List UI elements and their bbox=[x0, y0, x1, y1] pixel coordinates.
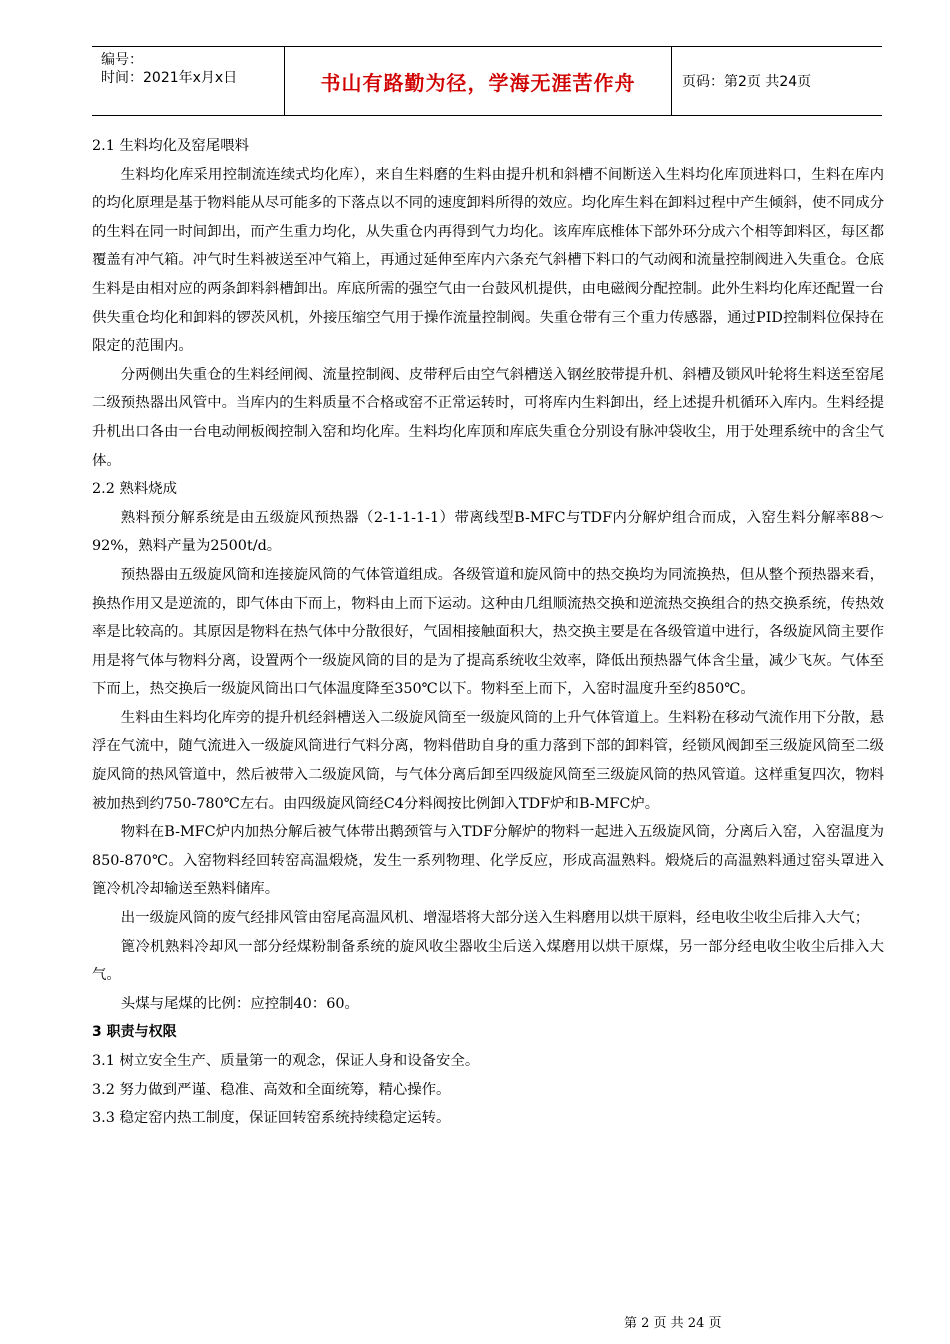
section-3-title: 3 职责与权限 bbox=[92, 1024, 177, 1041]
paragraph: 出一级旋风筒的废气经排风管由窑尾高温风机、增湿塔将大部分送入生料磨用以烘干原料，经电收尘收尘后排入大气； bbox=[120, 910, 870, 927]
header-page-info-cell bbox=[672, 47, 882, 115]
paragraph: 头煤与尾煤的比例：应控制40：60。 bbox=[120, 995, 359, 1012]
section-2-1-title: 2.1 生料均化及窑尾喂料 bbox=[92, 138, 249, 154]
motto-text: 书山有路勤为径，学海无涯苦作舟 bbox=[320, 70, 636, 95]
section-2-2-title: 2.2 熟料烧成 bbox=[92, 481, 178, 498]
paragraph: 生料均化库采用控制流连续式均化库），来自生料磨的生料由提升机和斜槽不间断送入生料均化库顶进料口，生料在库内的均化原理是基于物料能从尽可能多的下落点以不同的速度卸料所得的效应。均化库生料在卸料过程中产生倾斜，使不同成分的生料在同一时间卸出，而产生重力均化，从失重仓内再得到气力均化。该库库底椎体下部外环分成六个相等卸料区，每区都覆盖有冲气箱。冲气时生料被送至冲气箱上，再通过延伸至库内六条充气斜槽下料口的气动阀和流量控制阀进入失重仓。仓底生料是由相对应的两条卸料斜槽卸出。库底所需的强空气由一台鼓风机提供，由电磁阀分配控制。此外生料均化库还配置一台供失重仓均化和卸料的锣茨风机，外接压缩空气用于操作流量控制阀。失重仓带有三个重力传感器，通过PID控制料位保持在限定的范围内。 bbox=[92, 166, 884, 355]
number-label: 编号： bbox=[101, 52, 143, 68]
paragraph: 生料由生料均化库旁的提升机经斜槽送入二级旋风筒至一级旋风筒的上升气体管道上。生料粉在移动气流作用下分散，悬浮在气流中，随气流进入一级旋风筒进行气料分离，物料借助自身的重力落到下部的卸料管，经锁风阀卸至三级旋风筒至二级旋风筒的热风管道中，然后被带入二级旋风筒，与气体分离后卸至四级旋风筒至三级旋风筒的热风管道。这样重复四次，物料被加热到约750-780℃左右。由四级旋风筒经C4分料阀按比例卸入TDF炉和B-MFC炉。 bbox=[92, 709, 884, 812]
header-motto-cell bbox=[285, 47, 672, 115]
paragraph: 预热器由五级旋风筒和连接旋风筒的气体管道组成。各级管道和旋风筒中的热交换均为同流换热，但从整个预热器来看，换热作用又是逆流的，即气体由下而上，物料由上而下运动。这种由几组顺流热交换和逆流热交换组合的热交换系统，传热效率是比较高的。其原因是物料在热气体中分散很好，气固相接触面积大，热交换主要是在各级管道中进行，各级旋风筒主要作用是将气体与物料分离，设置两个一级旋风筒的目的是为了提高系统收尘效率，降低出预热器气体含尘量，减少飞灰。气体至下而上，热交换后一级旋风筒出口气体温度降至350℃以下。物料至上而下，入窑时温度升至约850℃。 bbox=[92, 566, 884, 698]
document-body bbox=[92, 132, 884, 1133]
list-item-3-3: 3.3 稳定窑内热工制度，保证回转窑系统持续稳定运转。 bbox=[92, 1110, 451, 1127]
list-item-3-1: 3.1 树立安全生产、质量第一的观念，保证人身和设备安全。 bbox=[92, 1053, 480, 1069]
header-left-cell bbox=[92, 47, 285, 115]
list-item-3-2: 3.2 努力做到严谨、稳准、高效和全面统筹，精心操作。 bbox=[92, 1081, 451, 1098]
paragraph: 熟料预分解系统是由五级旋风预热器（2-1-1-1-1）带离线型B-MFC与TDF内分解炉组合而成，入窑生料分解率88～92%，熟料产量为2500t/d。 bbox=[92, 509, 884, 555]
page-info: 页码：第2页 共24页 bbox=[682, 74, 812, 90]
paragraph: 物料在B-MFC炉内加热分解后被气体带出鹅颈管与入TDF分解炉的物料一起进入五级旋风筒，分离后入窑，入窑温度为850-870℃。入窑物料经回转窑高温煅烧，发生一系列物理、化学反应，形成高温熟料。煅烧后的高温熟料通过窑头罩进入篦冷机冷却输送至熟料储库。 bbox=[92, 824, 884, 898]
paragraph: 篦冷机熟料冷却风一部分经煤粉制备系统的旋风收尘器收尘后送入煤磨用以烘干原煤，另一部分经电收尘收尘后排入大气。 bbox=[92, 938, 884, 984]
page-header bbox=[92, 46, 882, 116]
paragraph: 分两侧出失重仓的生料经闸阀、流量控制阀、皮带秤后由空气斜槽送入钢丝胶带提升机、斜槽及锁风叶轮将生料送至窑尾二级预热器出风管中。当库内的生料质量不合格或窑不正常运转时，可将库内生料卸出，经上述提升机循环入库内。生料经提升机出口各由一台电动闸板阀控制入窑和均化库。生料均化库顶和库底失重仓分别设有脉冲袋收尘，用于处理系统中的含尘气体。 bbox=[92, 366, 884, 469]
page-footer: 第 2 页 共 24 页 bbox=[624, 1316, 722, 1331]
time-label: 时间：2021年x月x日 bbox=[101, 70, 238, 86]
